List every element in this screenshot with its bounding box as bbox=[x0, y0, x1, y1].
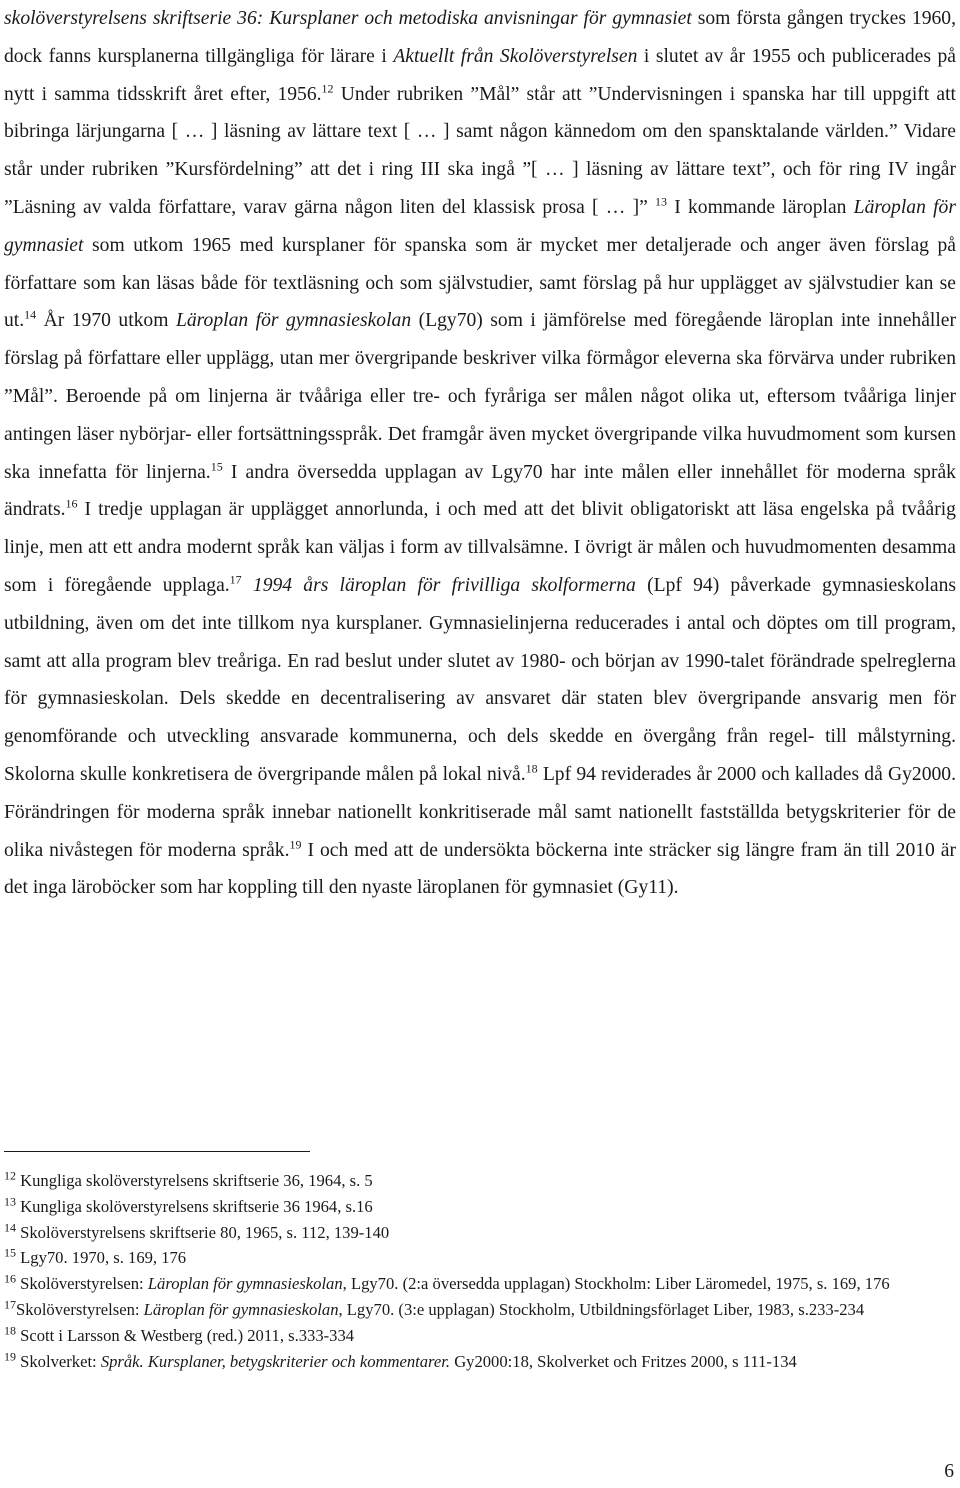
footnote-18 bbox=[4, 1323, 898, 1349]
curriculum-title: Läroplan för gymnasieskolan bbox=[175, 310, 412, 332]
footnote-ref[interactable]: 14 bbox=[24, 307, 37, 322]
footnote-ref[interactable]: 12 bbox=[321, 81, 334, 96]
footnote-16 bbox=[4, 1271, 898, 1297]
text-span: I tredje upplagan är upplägget annorlunda, i och med att det blivit obligatoriskt att läsa engelska på tvåårig linje, men att ett andra modernt språk kan väljas i form av tillvalsämne. I övrigt är målen och huvudmomenten desamma som i föregående upplaga. bbox=[4, 499, 956, 596]
series-title: skolöverstyrelsens skriftserie 36: Kursplaner och metodiska anvisningar för gymnasiet bbox=[4, 8, 692, 29]
footnote-text: Skolverket: bbox=[20, 1351, 97, 1371]
footnote-text: Skolöverstyrelsen: bbox=[16, 1299, 140, 1319]
text-span: som utkom 1965 med kursplaner för spanska som är mycket mer detaljerade och anger även förslag på författare som kan läsas både för textläsning och som självstudier, samt förslag på hur upplägget av självstudier kan se ut. bbox=[4, 234, 956, 332]
journal-title: Aktuellt från Skolöverstyrelsen bbox=[393, 45, 638, 67]
footnote-divider bbox=[4, 1151, 310, 1152]
footnote-number: 17 bbox=[4, 1297, 16, 1312]
footnote-number: 13 bbox=[4, 1194, 16, 1209]
text-span: År 1970 utkom bbox=[43, 310, 169, 332]
body-text bbox=[4, 0, 956, 907]
footnote-number: 18 bbox=[4, 1323, 16, 1338]
text-span: Under rubriken ”Mål” står att ”Undervisningen i spanska har till uppgift att bibringa lärjungarna [ … ] läsning av lättare text [ … ] samt någon kännedom om den spansktalande världen.” Vidare står under rubriken ”Kursfördelning” att det i ring III ska ingå ”[ … ] läsning av lättare text”, och för ring IV ingår ”Läsning av valda författare, varav gärna någon liten del klassisk prosa [ … ]” bbox=[4, 83, 956, 218]
text-span: (Lgy70) som i jämförelse med föregående läroplan inte innehåller förslag på författare eller upplägg, utan mer övergripande beskriver vilka förmågor eleverna ska förvärva under rubriken ”Mål”. Beroende på om linjerna är tvååriga eller tre- och fyråriga ser målen något olika ut, eftersom tvååriga linjer antingen läser nybörjar- eller fortsättningsspråk. Det framgår även mycket övergripande vilka huvudmoment som kursen ska innefatta för linjerna. bbox=[4, 310, 956, 483]
text-span: (Lpf 94) påverkade gymnasieskolans utbildning, även om det inte tillkom nya kursplaner. Gymnasielinjerna reducerades i antal och döptes om till program, samt att alla program blev treåriga. En rad beslut under slutet av 1980- och början av 1990-talet förändrade spelreglerna för gymnasieskolan. Dels skedde en decentralisering av ansvaret där staten blev övergripande ansvarig men för genomförande och utveckling ansvarade kommunerna, och dels skedde en övergång från regel- till målstyrning. Skolorna skulle konkretisera de övergripande målen på lokal nivå. bbox=[4, 574, 957, 785]
footnote-text: , Lgy70. (3:e upplagan) Stockholm, Utbildningsförlaget Liber, 1983, s.233-234 bbox=[338, 1299, 865, 1319]
main-paragraph bbox=[4, 0, 956, 907]
footnote-14 bbox=[4, 1220, 898, 1246]
footnote-title: Läroplan för gymnasieskolan bbox=[147, 1274, 343, 1294]
footnote-text: Lgy70. 1970, s. 169, 176 bbox=[20, 1248, 187, 1268]
footnote-text: Skolöverstyrelsen: bbox=[20, 1274, 144, 1294]
footnote-text: Kungliga skolöverstyrelsens skriftserie 36 1964, s.16 bbox=[20, 1196, 373, 1216]
footnote-ref[interactable]: 15 bbox=[210, 459, 223, 474]
footnote-ref[interactable]: 19 bbox=[289, 837, 302, 851]
footnote-19 bbox=[4, 1349, 898, 1375]
footnote-ref[interactable]: 13 bbox=[655, 194, 668, 209]
footnote-number: 15 bbox=[4, 1245, 16, 1260]
footnote-text: Gy2000:18, Skolverket och Fritzes 2000, s 111-134 bbox=[454, 1351, 797, 1371]
text-span: I andra översedda upplagan av Lgy70 har inte målen eller innehållet för moderna språk ändrats. bbox=[4, 461, 956, 521]
footnote-13 bbox=[4, 1194, 898, 1220]
footnote-number: 14 bbox=[4, 1220, 16, 1235]
footnote-15 bbox=[4, 1245, 898, 1271]
footnote-number: 12 bbox=[4, 1168, 16, 1183]
footnote-ref[interactable]: 16 bbox=[65, 496, 78, 511]
footnote-title: Läroplan för gymnasieskolan bbox=[143, 1299, 339, 1319]
text-span: I kommande läroplan bbox=[674, 196, 847, 218]
footnote-text: Kungliga skolöverstyrelsens skriftserie 36, 1964, s. 5 bbox=[20, 1171, 373, 1190]
text-span: I och med att de undersökta böckerna inte sträcker sig längre fram än till 2010 är det inga läroböcker som har koppling till den nyaste läroplanen för gymnasiet (Gy11). bbox=[4, 839, 957, 899]
footnote-ref[interactable]: 17 bbox=[229, 572, 242, 587]
footnotes bbox=[4, 1168, 898, 1374]
footnote-text: Scott i Larsson & Westberg (red.) 2011, s.333-334 bbox=[20, 1325, 355, 1345]
text-span: i slutet av år 1955 och publicerades på nytt i samma tidsskrift året efter, 1956. bbox=[4, 45, 956, 105]
footnote-17 bbox=[4, 1297, 898, 1323]
footnote-title: Språk. Kursplaner, betygskriterier och kommentarer. bbox=[100, 1351, 451, 1371]
footnote-ref[interactable]: 18 bbox=[525, 761, 538, 776]
text-span: som första gången tryckes 1960, dock fanns kursplanerna tillgängliga för lärare i bbox=[4, 8, 956, 67]
curriculum-title: Läroplan för gymnasiet bbox=[4, 196, 956, 256]
footnote-12 bbox=[4, 1168, 898, 1194]
footnote-number: 19 bbox=[4, 1349, 16, 1364]
footnote-text: Skolöverstyrelsens skriftserie 80, 1965, s. 112, 139-140 bbox=[20, 1222, 390, 1242]
curriculum-title: 1994 års läroplan för frivilliga skolformerna bbox=[252, 574, 636, 596]
page-number: 6 bbox=[944, 1461, 954, 1482]
footnote-number: 16 bbox=[4, 1271, 16, 1286]
footnote-text: , Lgy70. (2:a översedda upplagan) Stockholm: Liber Läromedel, 1975, s. 169, 176 bbox=[342, 1274, 890, 1294]
text-span: Lpf 94 reviderades år 2000 och kallades då Gy2000. Förändringen för moderna språk innebar nationellt konkritiserade mål samt nationellt fastställda betygskriterier för de olika nivåstegen för moderna språk. bbox=[4, 763, 957, 861]
